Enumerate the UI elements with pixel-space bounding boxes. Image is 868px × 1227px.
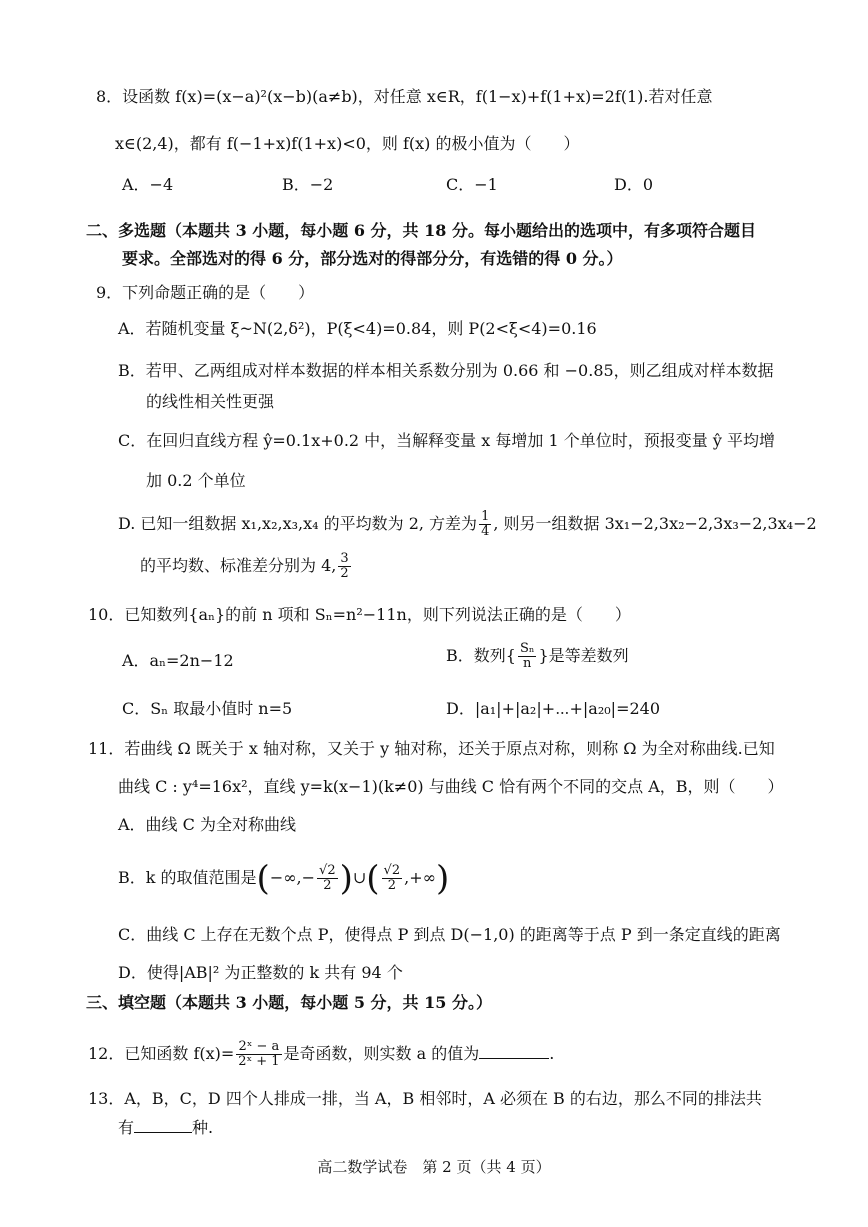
q8-line2: x∈(2,4)，都有 f(−1+x)f(1+x)<0，则 f(x) 的极小值为（ ） bbox=[115, 134, 580, 153]
q10-stem: 10．已知数列{aₙ}的前 n 项和 Sₙ=n²−11n，则下列说法正确的是（ ） bbox=[88, 605, 631, 624]
fraction-numerator: √2 bbox=[383, 863, 401, 878]
fraction-denominator: 2ˣ + 1 bbox=[238, 1054, 280, 1069]
q9-option-d-line2 bbox=[140, 552, 353, 581]
q10-option-a: A．aₙ=2n−12 bbox=[122, 651, 234, 670]
section3-heading: 三、填空题（本题共 3 小题，每小题 5 分，共 15 分。） bbox=[86, 993, 492, 1012]
fraction-numerator: 3 bbox=[340, 551, 349, 566]
q10-option-b bbox=[446, 642, 629, 671]
fraction-denominator: 4 bbox=[481, 524, 490, 539]
q9-d-text-post: , 则另一组数据 3x₁−2,3x₂−2,3x₃−2,3x₄−2 bbox=[493, 514, 817, 533]
q8-option-d: D．0 bbox=[614, 175, 654, 194]
q11-option-c: C．曲线 C 上存在无数个点 P，使得点 P 到点 D(−1,0) 的距离等于点 P 到一条定直线的距离 bbox=[118, 925, 781, 944]
q8-option-a: A．−4 bbox=[122, 175, 174, 194]
left-paren: ( bbox=[256, 858, 270, 899]
q10-option-c: C．Sₙ 取最小值时 n=5 bbox=[122, 699, 293, 718]
fraction-denominator: 2 bbox=[323, 878, 332, 893]
right-paren: ) bbox=[339, 858, 353, 899]
q8-option-c: C．−1 bbox=[446, 175, 498, 194]
q11-line1: 11．若曲线 Ω 既关于 x 轴对称，又关于 y 轴对称，还关于原点对称，则称 Ω 为全对称曲线.已知 bbox=[88, 739, 775, 758]
q13-line2 bbox=[118, 1116, 213, 1139]
q11-b-left-fraction bbox=[317, 864, 338, 893]
q12-line bbox=[88, 1040, 554, 1069]
q12-pre: 12．已知函数 f(x)= bbox=[88, 1044, 235, 1063]
section2-heading: 二、多选题（本题共 3 小题，每小题 6 分，共 18 分。每小题给出的选项中，有多项符合题目 bbox=[86, 221, 756, 240]
q12-answer-blank[interactable] bbox=[479, 1042, 549, 1059]
q9-stem: 9．下列命题正确的是（ ） bbox=[96, 283, 315, 302]
q9-option-b-line2: 的线性相关性更强 bbox=[146, 392, 275, 411]
q9-option-c-line2: 加 0.2 个单位 bbox=[146, 471, 246, 490]
q11-b-union: ∪ bbox=[352, 868, 367, 887]
q11-option-b bbox=[118, 858, 450, 899]
q11-b-pre: B．k 的取值范围是 bbox=[118, 868, 257, 887]
q9-d2-text-pre: 的平均数、标准差分别为 4, bbox=[140, 556, 337, 575]
q11-b-right-fraction bbox=[382, 864, 403, 893]
q9-option-d-line1 bbox=[118, 510, 817, 539]
fraction-numerator: √2 bbox=[319, 863, 336, 878]
q11-b-right-post: ,+∞ bbox=[404, 868, 436, 887]
q11-line2: 曲线 C : y⁴=16x²，直线 y=k(x−1)(k≠0) 与曲线 C 恰有两个不同的交点 A，B，则（ ） bbox=[118, 777, 784, 796]
q10-b-post: }是等差数列 bbox=[538, 646, 629, 665]
fraction-numerator: Sₙ bbox=[519, 641, 535, 656]
fraction-denominator: 2 bbox=[340, 566, 349, 581]
q13-line2-pre: 有 bbox=[118, 1118, 135, 1137]
left-paren: ( bbox=[366, 858, 380, 899]
fraction-denominator: 2 bbox=[387, 878, 396, 893]
q8-line1: 8．设函数 f(x)=(x−a)²(x−b)(a≠b)，对任意 x∈R，f(1−x)+f(1+x)=2f(1).若对任意 bbox=[96, 87, 713, 106]
right-paren: ) bbox=[435, 858, 450, 899]
q9-option-c-line1: C．在回归直线方程 ŷ=0.1x+0.2 中，当解释变量 x 每增加 1 个单位时，预报变量 ŷ 平均增 bbox=[118, 431, 775, 450]
q12-post: 是奇函数，则实数 a 的值为 bbox=[283, 1044, 480, 1063]
fraction-denominator: n bbox=[523, 656, 532, 671]
q9-option-a: A．若随机变量 ξ~N(2,δ²)，P(ξ<4)=0.84，则 P(2<ξ<4)=0.16 bbox=[118, 319, 597, 338]
q9-d-text-pre: D. 已知一组数据 x₁,x₂,x₃,x₄ 的平均数为 2, 方差为 bbox=[118, 514, 478, 533]
q13-line1: 13．A，B，C，D 四个人排成一排，当 A，B 相邻时，A 必须在 B 的右边，那么不同的排法共 bbox=[88, 1089, 762, 1108]
fraction-numerator: 2ˣ − a bbox=[236, 1040, 281, 1055]
section2-heading-cont: 要求。全部选对的得 6 分，部分选对的得部分分，有选错的得 0 分。） bbox=[122, 249, 623, 268]
q10-b-fraction bbox=[518, 642, 537, 671]
q11-option-d: D．使得|AB|² 为正整数的 k 共有 94 个 bbox=[118, 963, 403, 982]
q9-d-variance-fraction bbox=[479, 510, 491, 539]
q11-b-left: −∞,− bbox=[269, 868, 316, 887]
q12-end: . bbox=[549, 1044, 555, 1063]
q9-option-b-line1: B．若甲、乙两组成对样本数据的样本相关系数分别为 0.66 和 −0.85，则乙组成对样本数据 bbox=[118, 361, 774, 380]
q9-d2-fraction bbox=[338, 552, 350, 581]
page-footer: 高二数学试卷 第 2 页（共 4 页） bbox=[317, 1158, 551, 1176]
q13-line2-post: 种. bbox=[192, 1118, 214, 1137]
fraction-numerator: 1 bbox=[481, 509, 490, 524]
q10-option-d: D．|a₁|+|a₂|+⋯+|a₂₀|=240 bbox=[446, 699, 661, 718]
q10-b-pre: B．数列{ bbox=[446, 646, 516, 665]
q11-option-a: A．曲线 C 为全对称曲线 bbox=[118, 815, 296, 834]
q8-option-b: B．−2 bbox=[282, 175, 334, 194]
q13-answer-blank[interactable] bbox=[134, 1116, 192, 1133]
q12-function-fraction bbox=[236, 1040, 281, 1069]
